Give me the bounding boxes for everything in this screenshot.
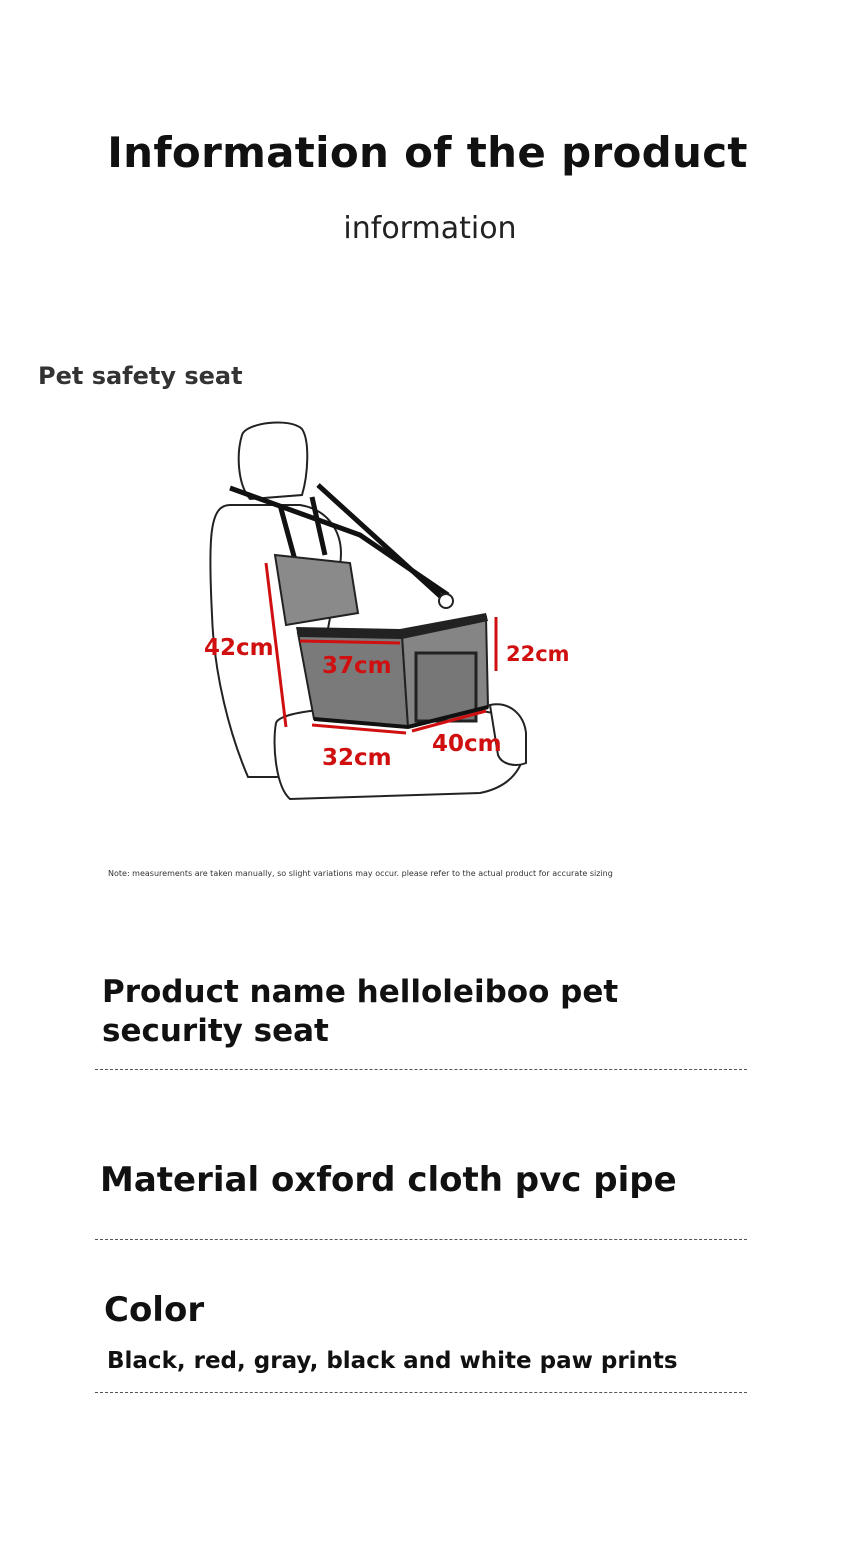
color-heading: Color: [104, 1290, 205, 1330]
measurement-note: Note: measurements are taken manually, so slight variations may occur. please refer to the actual product for accurate sizing: [108, 869, 613, 878]
material-spec: Material oxford cloth pvc pipe: [100, 1160, 677, 1200]
product-name-spec: Product name helloleiboo pet security seat: [102, 974, 619, 1049]
carrier-front-left: [298, 633, 408, 727]
leash-clip: [439, 594, 453, 608]
top-37-line: [300, 641, 400, 643]
page-title: Information of the product: [107, 128, 748, 177]
headrest: [239, 422, 308, 499]
color-value: Black, red, gray, black and white paw prints: [107, 1348, 678, 1374]
divider-1: [95, 1069, 747, 1070]
divider-3: [95, 1392, 747, 1393]
dimension-bottom-width-label: 32cm: [322, 745, 392, 771]
carrier-back-panel: [275, 555, 358, 625]
divider-2: [95, 1239, 747, 1240]
pet-seat-diagram: [190, 415, 570, 805]
section-label: Pet safety seat: [38, 362, 243, 390]
page-subtitle: information: [343, 211, 517, 246]
dimension-side-height-label: 22cm: [506, 642, 570, 666]
dimension-top-width-label: 37cm: [322, 653, 392, 679]
dimension-depth-label: 40cm: [432, 731, 502, 757]
dimension-height-label: 42cm: [204, 635, 274, 661]
